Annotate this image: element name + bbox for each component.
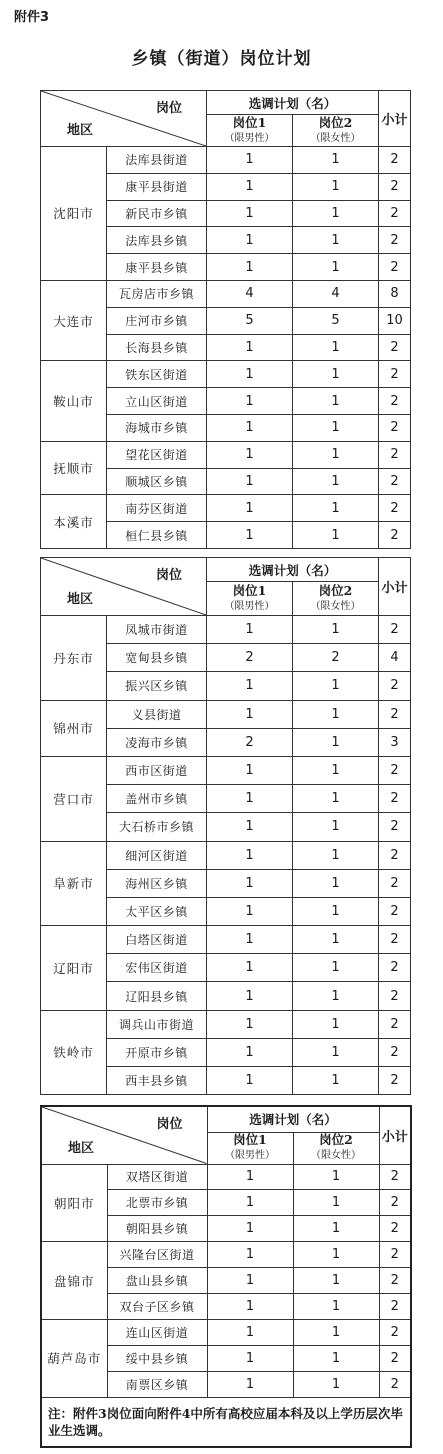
post1-count-cell: 1 [207,813,293,841]
note-row [41,1397,411,1447]
post2-count-cell: 1 [293,227,379,254]
table-row [41,1319,411,1345]
subtotal-cell: 2 [379,954,411,982]
town-cell: 南芬区街道 [107,495,207,522]
post1-count-cell: 1 [207,1190,293,1216]
post2-count-cell: 1 [293,926,379,954]
subtotal-cell: 8 [379,280,411,307]
post1-count-cell: 1 [207,441,293,468]
subtotal-cell: 2 [379,1268,411,1294]
subtotal-cell: 2 [379,616,411,644]
table-row [41,495,411,522]
subtotal-cell: 2 [379,897,411,925]
post2-count-cell: 1 [293,1293,379,1319]
post1-header-restriction: （限男性） [224,132,275,144]
post1-count-cell: 1 [207,1293,293,1319]
post1-count-cell: 1 [207,954,293,982]
subtotal-cell: 2 [379,361,411,388]
post2-count-cell: 1 [293,841,379,869]
subtotal-cell: 2 [379,254,411,281]
city-cell: 营口市 [41,756,107,841]
post2-count-cell: 1 [293,200,379,227]
post1-header [207,1132,293,1164]
position-header: 岗位 [155,101,182,116]
subtotal-cell: 2 [379,1010,411,1038]
subtotal-cell: 3 [379,728,411,756]
post1-count-cell: 1 [207,1038,293,1066]
subtotal-cell: 2 [379,441,411,468]
city-cell: 阜新市 [41,841,107,926]
post1-count-cell: 1 [207,227,293,254]
table-row [41,441,411,468]
post2-count-cell: 1 [293,728,379,756]
subtotal-header: 小计 [379,1106,411,1164]
town-cell: 西市区街道 [107,756,207,784]
town-cell: 辽阳县乡镇 [107,982,207,1010]
subtotal-cell: 2 [379,1242,411,1268]
city-cell: 盘锦市 [41,1242,107,1320]
post2-count-cell: 1 [293,1371,379,1397]
table-row [41,700,411,728]
town-cell: 白塔区街道 [107,926,207,954]
post1-count-cell: 1 [207,1216,293,1242]
town-cell: 凤城市街道 [107,616,207,644]
town-cell: 铁东区街道 [107,361,207,388]
city-cell: 沈阳市 [41,147,107,281]
town-cell: 瓦房店市乡镇 [107,280,207,307]
region-header: 地区 [67,592,94,607]
post1-count-cell: 1 [207,785,293,813]
town-cell: 立山区街道 [107,388,207,415]
city-cell: 锦州市 [41,700,107,756]
subtotal-cell: 10 [379,307,411,334]
post2-count-cell: 1 [293,173,379,200]
town-cell: 凌海市乡镇 [107,728,207,756]
post2-header-restriction: （限女性） [310,600,361,612]
post1-header-label: 岗位1 [233,1132,267,1147]
post2-header [293,582,379,616]
post1-count-cell: 1 [207,982,293,1010]
post1-count-cell: 1 [207,926,293,954]
subtotal-cell: 2 [379,982,411,1010]
post1-count-cell: 1 [207,1010,293,1038]
post2-count-cell: 1 [293,147,379,174]
plan-header: 选调计划（名） [207,558,379,582]
town-cell: 北票市乡镇 [107,1190,207,1216]
post1-header [207,115,293,147]
city-cell: 丹东市 [41,616,107,701]
subtotal-cell: 2 [379,1190,411,1216]
subtotal-cell: 2 [379,1319,411,1345]
subtotal-cell: 2 [379,813,411,841]
subtotal-cell: 2 [379,522,411,549]
town-cell: 西丰县乡镇 [107,1067,207,1095]
table-row [41,361,411,388]
post2-count-cell: 1 [293,254,379,281]
post2-count-cell: 1 [293,441,379,468]
table-row [41,926,411,954]
town-cell: 望花区街道 [107,441,207,468]
post2-count-cell: 1 [293,1038,379,1066]
table-row [41,841,411,869]
post2-count-cell: 1 [293,1242,379,1268]
town-cell: 振兴区乡镇 [107,672,207,700]
subtotal-cell: 2 [379,926,411,954]
post2-count-cell: 1 [293,897,379,925]
post1-count-cell: 1 [207,522,293,549]
post1-count-cell: 5 [207,307,293,334]
post1-count-cell: 1 [207,841,293,869]
post2-count-cell: 1 [293,982,379,1010]
town-cell: 法库县乡镇 [107,227,207,254]
post2-count-cell: 1 [293,1067,379,1095]
city-cell: 鞍山市 [41,361,107,441]
subtotal-cell: 2 [379,227,411,254]
post2-count-cell: 1 [293,468,379,495]
town-cell: 绥中县乡镇 [107,1345,207,1371]
post1-count-cell: 1 [207,388,293,415]
post2-count-cell: 1 [293,1010,379,1038]
table-row [41,756,411,784]
town-cell: 宽甸县乡镇 [107,644,207,672]
town-cell: 海城市乡镇 [107,414,207,441]
post1-count-cell: 2 [207,644,293,672]
diagonal-header-cell [41,558,207,616]
post1-count-cell: 1 [207,468,293,495]
region-header: 地区 [68,1140,95,1156]
page-title: 乡镇（街道）岗位计划 [131,49,312,69]
post2-header [293,1132,379,1164]
city-cell: 本溪市 [41,495,107,549]
post1-count-cell: 2 [207,728,293,756]
post2-count-cell: 1 [293,1190,379,1216]
post2-count-cell: 2 [293,644,379,672]
subtotal-cell: 2 [379,495,411,522]
post2-count-cell: 1 [293,388,379,415]
post1-count-cell: 1 [207,334,293,361]
diagonal-header-cell [41,1106,207,1164]
table-row [41,616,411,644]
town-cell: 朝阳县乡镇 [107,1216,207,1242]
post1-count-cell: 1 [207,672,293,700]
post1-header-restriction: （限男性） [224,600,275,612]
post1-count-cell: 1 [207,756,293,784]
post2-header-restriction: （限女性） [310,132,361,144]
town-cell: 南票区乡镇 [107,1371,207,1397]
post1-count-cell: 1 [207,173,293,200]
post2-count-cell: 1 [293,813,379,841]
post1-count-cell: 1 [207,700,293,728]
post2-count-cell: 1 [293,672,379,700]
post1-count-cell: 4 [207,280,293,307]
subtotal-cell: 2 [379,1293,411,1319]
subtotal-cell: 2 [379,1067,411,1095]
town-cell: 连山区街道 [107,1319,207,1345]
table-row [41,147,411,174]
post2-count-cell: 5 [293,307,379,334]
post2-count-cell: 1 [293,495,379,522]
post2-header-label: 岗位2 [318,114,353,130]
plan-table-3 [40,1105,412,1448]
position-header: 岗位 [155,568,182,583]
post2-count-cell: 1 [293,1216,379,1242]
town-cell: 双塔区街道 [107,1164,207,1190]
post2-count-cell: 1 [293,1319,379,1345]
table-row [41,1164,411,1190]
town-cell: 康平县乡镇 [107,254,207,281]
subtotal-header: 小计 [379,558,411,616]
subtotal-cell: 2 [379,785,411,813]
subtotal-cell: 2 [379,700,411,728]
post2-count-cell: 1 [293,954,379,982]
plan-table-2 [40,557,411,1095]
footnote: 注：附件3岗位面向附件4中所有高校应届本科及以上学历层次毕业生选调。 [41,1397,411,1447]
post1-header-restriction: （限男性） [225,1150,275,1161]
town-cell: 盘山县乡镇 [107,1268,207,1294]
subtotal-cell: 2 [379,1371,411,1397]
post1-count-cell: 1 [207,1371,293,1397]
post1-count-cell: 1 [207,1067,293,1095]
subtotal-cell: 2 [379,414,411,441]
plan-table-1 [40,90,411,549]
town-cell: 双台子区乡镇 [107,1293,207,1319]
post2-count-cell: 1 [293,1268,379,1294]
town-cell: 调兵山市街道 [107,1010,207,1038]
post1-header-label: 岗位1 [232,582,267,598]
post1-count-cell: 1 [207,869,293,897]
town-cell: 太平区乡镇 [107,897,207,925]
post1-count-cell: 1 [207,897,293,925]
subtotal-cell: 2 [379,147,411,174]
town-cell: 康平县街道 [107,173,207,200]
subtotal-cell: 2 [379,756,411,784]
header-row [41,558,411,582]
subtotal-cell: 2 [379,334,411,361]
post1-header [207,582,293,616]
post2-count-cell: 1 [293,522,379,549]
town-cell: 盖州市乡镇 [107,785,207,813]
post1-count-cell: 1 [207,254,293,281]
subtotal-cell: 2 [379,173,411,200]
post2-count-cell: 1 [293,1164,379,1190]
post1-count-cell: 1 [207,1164,293,1190]
town-cell: 法库县街道 [107,147,207,174]
post2-count-cell: 1 [293,785,379,813]
post2-count-cell: 1 [293,869,379,897]
post1-count-cell: 1 [207,361,293,388]
post1-count-cell: 1 [207,495,293,522]
header-row [41,91,411,115]
post1-header-label: 岗位1 [232,114,267,130]
town-cell: 海州区乡镇 [107,869,207,897]
post2-count-cell: 1 [293,414,379,441]
city-cell: 辽阳市 [41,926,107,1011]
table-row [41,280,411,307]
post2-header-label: 岗位2 [318,582,353,598]
post1-count-cell: 1 [207,1242,293,1268]
town-cell: 义县街道 [107,700,207,728]
town-cell: 兴隆台区街道 [107,1242,207,1268]
post2-count-cell: 4 [293,280,379,307]
town-cell: 细河区街道 [107,841,207,869]
town-cell: 桓仁县乡镇 [107,522,207,549]
city-cell: 葫芦岛市 [41,1319,107,1397]
post2-count-cell: 1 [293,700,379,728]
post2-header-restriction: （限女性） [311,1150,361,1161]
plan-header: 选调计划（名） [207,91,379,115]
town-cell: 新民市乡镇 [107,200,207,227]
region-header: 地区 [67,123,94,138]
post1-count-cell: 1 [207,616,293,644]
subtotal-cell: 2 [379,1164,411,1190]
subtotal-cell: 2 [379,200,411,227]
annex-label: 附件3 [14,10,50,25]
subtotal-cell: 2 [379,841,411,869]
subtotal-cell: 2 [379,869,411,897]
city-cell: 铁岭市 [41,1010,107,1095]
city-cell: 抚顺市 [41,441,107,495]
subtotal-cell: 2 [379,672,411,700]
post2-count-cell: 1 [293,334,379,361]
town-cell: 宏伟区街道 [107,954,207,982]
subtotal-cell: 2 [379,1038,411,1066]
table-row [41,1242,411,1268]
post1-count-cell: 1 [207,1345,293,1371]
subtotal-cell: 2 [379,388,411,415]
town-cell: 庄河市乡镇 [107,307,207,334]
city-cell: 朝阳市 [41,1164,107,1242]
subtotal-cell: 2 [379,468,411,495]
post1-count-cell: 1 [207,147,293,174]
subtotal-cell: 2 [379,1345,411,1371]
post2-count-cell: 1 [293,1345,379,1371]
subtotal-header: 小计 [379,91,411,147]
town-cell: 顺城区乡镇 [107,468,207,495]
post2-count-cell: 1 [293,616,379,644]
header-row [41,1106,411,1132]
town-cell: 开原市乡镇 [107,1038,207,1066]
post2-count-cell: 1 [293,756,379,784]
position-header: 岗位 [156,1117,183,1132]
plan-header: 选调计划（名） [207,1106,379,1132]
table-row [41,1010,411,1038]
post1-count-cell: 1 [207,414,293,441]
post1-count-cell: 1 [207,1268,293,1294]
post2-count-cell: 1 [293,361,379,388]
town-cell: 长海县乡镇 [107,334,207,361]
city-cell: 大连市 [41,280,107,360]
post2-header [293,115,379,147]
post1-count-cell: 1 [207,1319,293,1345]
post2-header-label: 岗位2 [319,1132,353,1147]
subtotal-cell: 4 [379,644,411,672]
post1-count-cell: 1 [207,200,293,227]
subtotal-cell: 2 [379,1216,411,1242]
diagonal-header-cell [41,91,207,147]
town-cell: 大石桥市乡镇 [107,813,207,841]
